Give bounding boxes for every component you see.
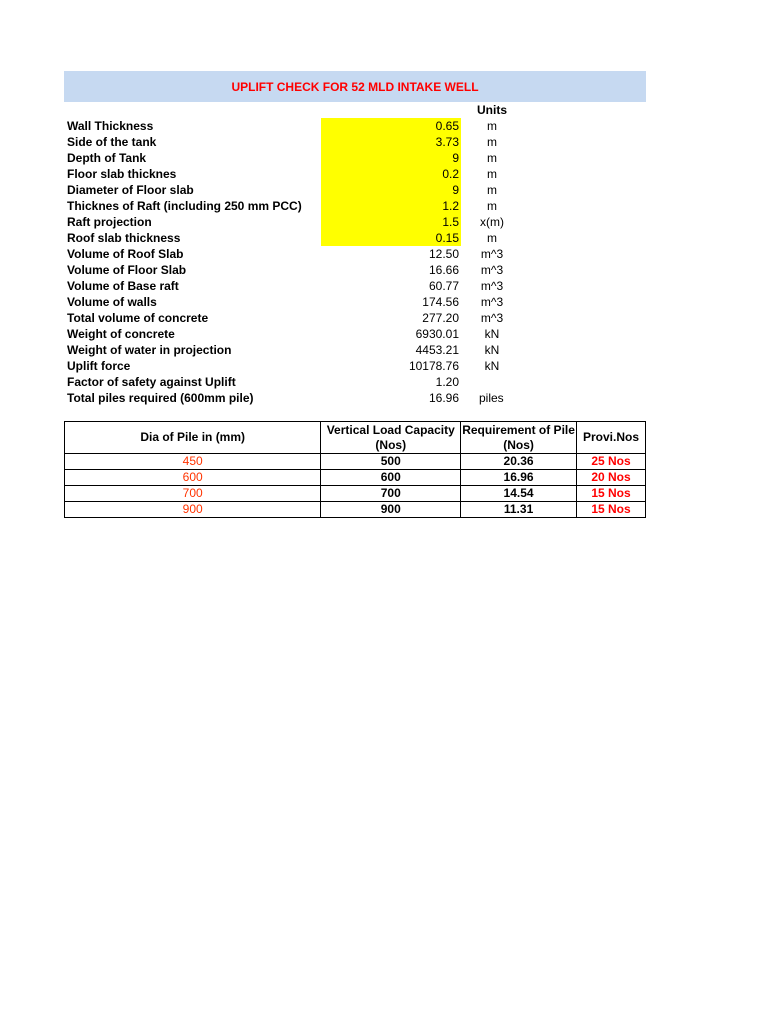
param-unit: m [487, 119, 497, 133]
sheet-title: UPLIFT CHECK FOR 52 MLD INTAKE WELL [64, 71, 646, 102]
param-value[interactable]: 9 [321, 182, 461, 198]
table-row [65, 470, 646, 486]
param-value[interactable]: 0.2 [321, 166, 461, 182]
cell-provided[interactable]: 25 Nos [577, 454, 646, 470]
header-capacity: Vertical Load Capacity (Nos) [321, 422, 461, 454]
param-label: Total piles required (600mm pile) [67, 391, 254, 405]
param-value: 60.77 [428, 279, 459, 293]
param-value: 4453.21 [415, 343, 459, 357]
param-unit: x(m) [480, 215, 504, 229]
header-provided: Provi.Nos [577, 422, 646, 454]
cell-requirement[interactable]: 16.96 [461, 470, 577, 486]
cell-provided[interactable]: 15 Nos [577, 486, 646, 502]
param-unit: m [487, 183, 497, 197]
cell-requirement[interactable]: 11.31 [461, 502, 577, 518]
param-row [64, 198, 564, 214]
param-label: Thicknes of Raft (including 250 mm PCC) [67, 199, 302, 213]
param-label: Weight of concrete [67, 327, 175, 341]
param-value: 16.66 [428, 263, 459, 277]
param-row [64, 150, 564, 166]
param-value[interactable]: 1.2 [321, 198, 461, 214]
param-unit: m^3 [480, 311, 504, 325]
parameters-list [64, 118, 564, 406]
cell-provided[interactable]: 15 Nos [577, 502, 646, 518]
param-label: Volume of Floor Slab [67, 263, 187, 277]
param-value[interactable]: 9 [321, 150, 461, 166]
param-value: 277.20 [422, 311, 459, 325]
units-column-header: Units [477, 103, 507, 117]
param-unit: kN [484, 359, 500, 373]
param-row [64, 310, 564, 326]
param-unit: m [487, 151, 497, 165]
param-label: Total volume of concrete [67, 311, 209, 325]
cell-capacity[interactable]: 500 [321, 454, 461, 470]
param-label: Depth of Tank [67, 151, 147, 165]
header-requirement: Requirement of Pile (Nos) [462, 422, 575, 452]
table-header-row [65, 422, 646, 454]
param-unit: m [487, 135, 497, 149]
param-label: Volume of Base raft [67, 279, 179, 293]
param-row [64, 326, 564, 342]
cell-requirement[interactable]: 20.36 [461, 454, 577, 470]
param-unit: m [487, 231, 497, 245]
param-unit: kN [484, 327, 500, 341]
header-dia: Dia of Pile in (mm) [65, 422, 321, 454]
param-unit: piles [479, 391, 504, 405]
cell-dia[interactable]: 600 [65, 470, 321, 486]
param-label: Floor slab thicknes [67, 167, 177, 181]
param-unit: m^3 [480, 279, 504, 293]
param-label: Side of the tank [67, 135, 157, 149]
cell-capacity[interactable]: 900 [321, 502, 461, 518]
table-row [65, 454, 646, 470]
param-row [64, 230, 564, 246]
param-row [64, 166, 564, 182]
param-label: Wall Thickness [67, 119, 154, 133]
param-row [64, 294, 564, 310]
param-label: Uplift force [67, 359, 131, 373]
param-unit: m^3 [480, 263, 504, 277]
cell-capacity[interactable]: 700 [321, 486, 461, 502]
param-value[interactable]: 1.5 [321, 214, 461, 230]
param-label: Volume of Roof Slab [67, 247, 184, 261]
param-unit: kN [484, 343, 500, 357]
pile-requirement-table [64, 421, 646, 518]
param-unit: m [487, 167, 497, 181]
table-row [65, 486, 646, 502]
param-unit: m^3 [480, 295, 504, 309]
param-value[interactable]: 0.15 [321, 230, 461, 246]
param-row [64, 182, 564, 198]
param-value: 16.96 [428, 391, 459, 405]
param-value[interactable]: 3.73 [321, 134, 461, 150]
param-label: Weight of water in projection [67, 343, 232, 357]
param-value: 12.50 [428, 247, 459, 261]
param-unit: m^3 [480, 247, 504, 261]
param-label: Volume of walls [67, 295, 157, 309]
param-value: 6930.01 [415, 327, 459, 341]
cell-requirement[interactable]: 14.54 [461, 486, 577, 502]
param-row [64, 390, 564, 406]
param-value[interactable]: 0.65 [321, 118, 461, 134]
cell-provided[interactable]: 20 Nos [577, 470, 646, 486]
param-value: 1.20 [435, 375, 459, 389]
param-label: Diameter of Floor slab [67, 183, 194, 197]
param-value: 10178.76 [408, 359, 459, 373]
param-unit: m [487, 199, 497, 213]
table-row [65, 502, 646, 518]
param-row [64, 358, 564, 374]
param-row [64, 342, 564, 358]
cell-capacity[interactable]: 600 [321, 470, 461, 486]
param-row [64, 262, 564, 278]
param-row [64, 134, 564, 150]
param-label: Roof slab thickness [67, 231, 181, 245]
param-value: 174.56 [422, 295, 459, 309]
param-label: Raft projection [67, 215, 152, 229]
param-row [64, 118, 564, 134]
cell-dia[interactable]: 700 [65, 486, 321, 502]
param-row [64, 278, 564, 294]
cell-dia[interactable]: 450 [65, 454, 321, 470]
param-label: Factor of safety against Uplift [67, 375, 236, 389]
cell-dia[interactable]: 900 [65, 502, 321, 518]
param-row [64, 374, 564, 390]
param-row [64, 214, 564, 230]
param-row [64, 246, 564, 262]
